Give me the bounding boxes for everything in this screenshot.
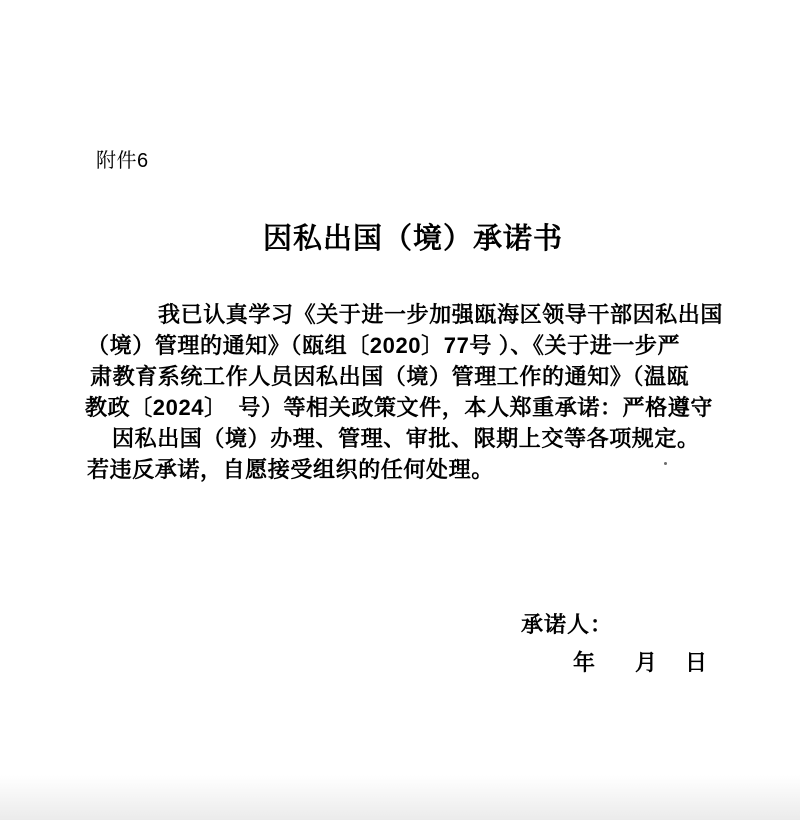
paragraph-line-3: 肃教育系统工作人员因私出国（境）管理工作的通知》（温瓯 [90,364,690,389]
page-bottom-edge-shadow [0,775,800,820]
paragraph-line-1: 我已认真学习《关于进一步加强瓯海区领导干部因私出国 [158,302,724,327]
signature-date-line [573,646,707,677]
paragraph-line-5: 因私出国（境）办理、管理、审批、限期上交等各项规定。 [112,426,700,451]
document-title: 因私出国（境）承诺书 [263,223,564,255]
year-label: 年 [573,650,596,675]
day-label: 日 [685,650,708,675]
commitment-paragraph [85,299,730,485]
attachment-number-label: 附件6 [96,150,149,172]
paragraph-line-4: 教政〔2024〕 号）等相关政策文件，本人郑重承诺：严格遵守 [85,395,713,420]
paragraph-line-2: （境）管理的通知》（瓯组〔2020〕77号 ）、《关于进一步严 [87,333,681,358]
signer-label: 承诺人： [521,612,614,637]
paragraph-line-6: 若违反承诺，自愿接受组织的任何处理。 [87,457,494,482]
month-label: 月 [635,650,658,675]
scan-speck-artifact [664,462,667,465]
